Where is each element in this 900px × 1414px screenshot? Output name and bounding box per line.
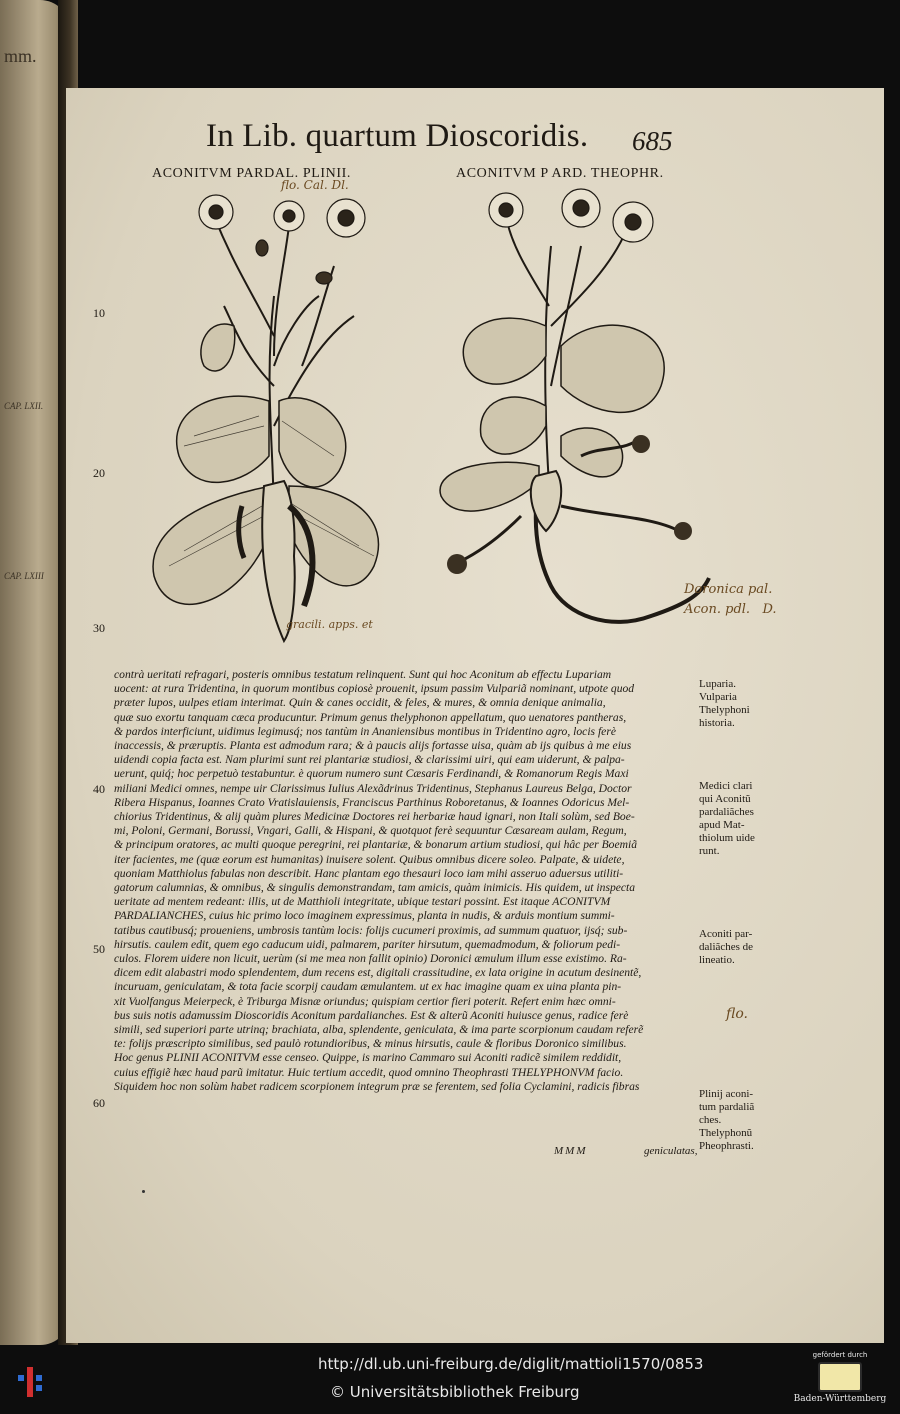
ghost-chapter: CAP. LXII. (4, 401, 44, 411)
ub-freiburg-logo (18, 1359, 52, 1403)
text-line: contrà ueritati refragari, posteris omnibus testatum relinquent. Sunt qui hoc Aconitum ab effectu Lupariam (114, 668, 612, 681)
signature-mark: MMM (554, 1145, 588, 1157)
text-line: simili, sed superiori parte utrinq; brachiata, alba, splendente, geniculata, & ima parte scorpionum caudam referẽ (114, 1023, 644, 1037)
line-number: 30 (93, 621, 105, 635)
text-line: xit Vuolfangus Meierpeck, è Triburga Misnæ oriundus; quispiam certior fieri poterit. Refert enim hæc omni- (114, 994, 616, 1008)
viewer-footer (0, 1345, 900, 1414)
ghost-chapter: CAP. LXIII (4, 571, 44, 581)
text-line: tatibus cautibusq́; proueniens, umbrosis tantùm locis: folijs cucumeri proximis, ad summum quatuor, ijsq́; sub- (114, 923, 628, 937)
text-line: gatorum calumnias, & omnibus, & singulis demonstrandam, tam amicis, quàm inimicis. His quidem, ut inspecta (114, 881, 636, 895)
text-line: dicem edit alabastri modo splendentem, dum recens est, digitali crassitudine, ex lata origine in acutum desinentẽ, (114, 966, 642, 980)
text-line: quoniam Matthiolus fabulas non describit. Hanc plantam ego thesauri loco iam mihi asseruo aduersus utiliti- (114, 866, 624, 880)
ghost-text: mm. (4, 50, 37, 62)
line-number: 10 (93, 306, 105, 320)
text-line: Hoc genus PLINII ACONITVM esse censeo. Quippe, is marino Cammaro sui Aconiti radicẽ similem reddidit, (114, 1051, 622, 1065)
text-line: hirsutis. caulem edit, quem ego caducum uidi, palmarem, pariter hirsutum, quemadmodum, & foliorum pedi- (114, 937, 621, 951)
text-line: præter lupos, uulpes etiam interimat. Quin & canes occidit, & feles, & mures, & omnia denique animalia, (114, 696, 606, 710)
figure-caption-left: ACONITVM PARDAL. PLINII. (152, 166, 351, 181)
text-line: Siquidem hoc non solùm habet radicem scorpionem integrum præ se ferentem, sed folia Cyclamini, radicis fibras (114, 1079, 640, 1093)
text-line: uerunt, quiq́; hoc perpetuò testabuntur. è quorum numero sunt Cæsaris Ferdinandi, & Romanorum Regis Maxi (114, 767, 629, 781)
line-number: 50 (93, 942, 105, 956)
marginal-note: Plinij aconi- tum pardaliã ches. Thelyphonũ Pheophrasti. (699, 1088, 755, 1152)
body-text (114, 668, 694, 1094)
handwritten-note: gracili. apps. et (286, 618, 373, 631)
page-number: 685 (632, 126, 673, 156)
woodcut-aconitum-plinii (124, 186, 434, 646)
running-head: In Lib. quartum Dioscoridis. (206, 118, 589, 154)
line-number: 60 (93, 1096, 105, 1110)
line-number: 20 (93, 466, 105, 480)
handwritten-note: Doronica pal. Acon. pdl. D. (684, 582, 777, 617)
text-line: quæ suo exortu tanquam cæca producuntur. Primum genus thelyphonon appellatum, quo uenatores pantheras, (114, 710, 627, 724)
marginal-note: Medici clari qui Aconitũ pardaliãches apud Mat- thiolum uide runt. (699, 780, 755, 857)
text-line: & principum oratores, ac multi quoque peregrini, rei plantariæ, & bonarum artium studiosi, qui hâc per Boemiã (114, 838, 637, 852)
line-number: 40 (93, 782, 105, 796)
text-line: & pardos interficiunt, uidimus legimusq́; nos tantùm in Ananiensibus montibus in Tridentino agro, locis ferè (114, 724, 616, 738)
handwritten-note: flo. Cal. Dl. (281, 178, 349, 192)
text-line: miliani Medici omnes, nempe uir Clarissimus Iulius Alexãdrinus Tridentinus, Stephanus Laureus Belga, Doctor (114, 781, 632, 795)
marginal-note: Aconiti par- daliãches de lineatio. (699, 928, 754, 966)
ink-speck (142, 1190, 145, 1193)
woodcut-aconitum-theophrasti (421, 186, 741, 646)
book-page (66, 88, 884, 1343)
text-line: uidendi copia facta est. Nam plurimi sunt rei plantariæ studiosi, & clarissimi uiri, qui eam uiderunt, & palpa- (114, 753, 625, 767)
sponsor-label: gefördert durch (812, 1351, 868, 1359)
text-line: ueritate ad mentem redeant: illis, ut de Matthioli integritate, ubique testari possint. Est itaque ACONITVM (114, 895, 611, 909)
marginal-note: Luparia. Vulparia Thelyphoni historia. (699, 678, 750, 729)
text-line: inaccessis, & præruptis. Planta est admodum rara; & à paucis alijs fortasse uisa, quàm ab ijs quibus à me eius (114, 739, 632, 753)
text-line: uocent: at rura Tridentina, in quorum montibus copiosè prouenit, ipsum passim Vulpariã nominant, utpote quod (114, 682, 635, 696)
text-line: Ribera Hispanus, Ioannes Crato Vratislauiensis, Franciscus Parthinus Roboretanus, & Ioannes Odoricus Mel- (114, 795, 630, 809)
sponsor-badge (792, 1351, 888, 1404)
figure-caption-right: ACONITVM P ARD. THEOPHR. (456, 166, 664, 181)
text-line: bus suis notis adamussim Dioscoridis Aconitum pardalianches. Est & alterũ Aconiti huiusce genus, radice ferè (114, 1008, 629, 1022)
sponsor-name: Baden-Württemberg (793, 1394, 887, 1404)
text-line: chiorius Tridentinus, & alij quàm plures Medicinæ Doctores rei herbariæ haud ignari, non Itali solùm, sed Boe- (114, 810, 635, 824)
text-line: culos. Florem uidere non licuit, uerùm (si me mea non fallit opinio) Doronici æmulum illum esse existimo. Ra- (114, 952, 627, 966)
copyright-text: © Universitätsbibliothek Freiburg (330, 1383, 580, 1401)
text-line: PARDALIANCHES, cuius hic primo loco imaginem expressimus, planta in nudis, & arduis montium summi- (114, 909, 615, 923)
handwritten-note: flo. (726, 1006, 748, 1022)
text-line: incuruam, geniculatam, & tota facie scorpij caudam æmulantem. ut ex hac imagine quam ex uina planta pin- (114, 980, 622, 994)
text-line: te: folijs præscripto similibus, sed paulò rotundioribus, & minus hirsutis, caule & floribus Doronico similibus. (114, 1037, 627, 1051)
text-line: cuius effigiẽ hæc haud parũ imitatur. Huic tertium accedit, quod omnino Theophrasti THELYPHONVM facio. (114, 1065, 624, 1079)
permalink-url[interactable]: http://dl.ub.uni-freiburg.de/diglit/mattioli1570/0853 (318, 1355, 704, 1373)
text-line: mi, Poloni, Germani, Borussi, Vngari, Galli, & Hispani, & quotquot ferè sequuntur Cæsaream aulam, Regum, (114, 824, 627, 838)
catchword: geniculatas, (644, 1145, 698, 1157)
text-line: iter facientes, me (quæ eorum est humanitas) inuisere solent. Quibus omnibus dicere soleo. Palpate, & uidete, (114, 852, 625, 866)
baden-wuerttemberg-crest-icon (818, 1362, 862, 1392)
